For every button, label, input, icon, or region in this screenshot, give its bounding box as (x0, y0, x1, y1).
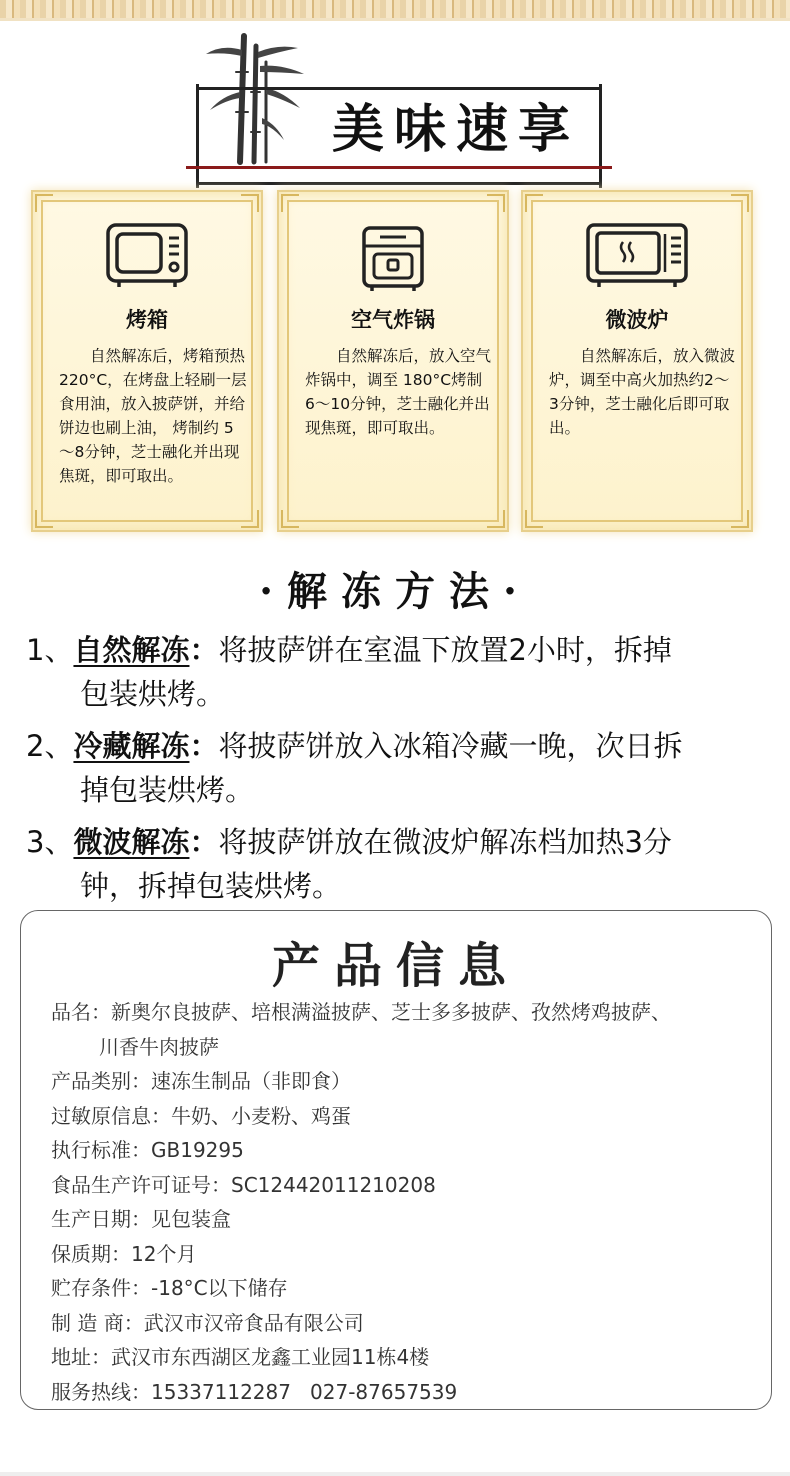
thaw-steps (26, 628, 766, 916)
method-card-oven (31, 190, 263, 532)
info-row-product-name: 品名：新奥尔良披萨、培根满溢披萨、芝士多多披萨、孜然烤鸡披萨、 川香牛肉披萨 (51, 1000, 671, 1059)
bottom-divider (0, 1472, 790, 1476)
title-banner (186, 32, 612, 172)
card-corner-ornament (731, 194, 749, 212)
card-corner-ornament (281, 194, 299, 212)
banner-title: 美味速享 (331, 98, 580, 160)
air-fryer-icon (360, 222, 426, 292)
info-row: 食品生产许可证号：SC12442011210208 (51, 1172, 436, 1197)
card-corner-ornament (731, 510, 749, 528)
method-text: 自然解冻后，放入空气炸锅中，调至 180°C烤制 6～10分钟，芝士融化并出现焦斑，即可取出。 (305, 347, 492, 437)
card-corner-ornament (241, 194, 259, 212)
info-row: 执行标准：GB19295 (51, 1138, 244, 1162)
card-corner-ornament (525, 194, 543, 212)
info-row: 贮存条件：-18°C以下储存 (51, 1276, 288, 1300)
product-info-list (51, 995, 751, 1409)
info-row: 服务热线：15337112287 027-87657539 (51, 1379, 458, 1404)
info-row: 制 造 商：武汉市汉帝食品有限公司 (51, 1310, 364, 1335)
thaw-heading: ·解冻方法· (259, 568, 531, 615)
thaw-step: 3、微波解冻：将披萨饼放在微波炉解冻档加热3分 钟，拆掉包装烘烤。 (26, 825, 672, 903)
title-underline (186, 166, 612, 169)
card-corner-ornament (35, 510, 53, 528)
oven-icon (105, 222, 189, 288)
method-text: 自然解冻后，烤箱预热 220°C，在烤盘上轻刷一层食用油，放入披萨饼，并给饼边也刷上油， 烤制约 5～8分钟，芝士融化并出现焦斑，即可取出。 (59, 347, 247, 485)
info-row: 生产日期：见包装盒 (51, 1207, 231, 1231)
card-corner-ornament (487, 510, 505, 528)
method-title: 微波炉 (605, 308, 669, 332)
thaw-step: 2、冷藏解冻：将披萨饼放入冰箱冷藏一晚，次日拆 掉包装烘烤。 (26, 729, 683, 807)
microwave-icon (585, 222, 689, 288)
product-info-title: 产品信息 (271, 938, 520, 994)
info-row: 地址：武汉市东西湖区龙鑫工业园11栋4楼 (51, 1345, 430, 1369)
method-title: 空气炸锅 (351, 308, 435, 332)
card-corner-ornament (241, 510, 259, 528)
method-card-microwave (521, 190, 753, 532)
thaw-step: 1、自然解冻：将披萨饼在室温下放置2小时，拆掉 包装烘烤。 (26, 633, 672, 711)
info-row: 产品类别：速冻生制品（非即食） (51, 1069, 351, 1093)
card-corner-ornament (281, 510, 299, 528)
card-corner-ornament (525, 510, 543, 528)
step-key: 微波解冻 (73, 825, 190, 859)
product-info-box (20, 910, 772, 1410)
info-row: 过敏原信息：牛奶、小麦粉、鸡蛋 (51, 1103, 351, 1128)
method-title: 烤箱 (126, 308, 168, 332)
card-corner-ornament (487, 194, 505, 212)
method-card-air-fryer (277, 190, 509, 532)
card-corner-ornament (35, 194, 53, 212)
method-text: 自然解冻后，放入微波炉，调至中高火加热约2～3分钟，芝士融化后即可取出。 (549, 347, 736, 437)
info-row: 保质期：12个月 (51, 1241, 197, 1266)
step-key: 冷藏解冻 (73, 729, 190, 763)
step-key: 自然解冻 (73, 633, 190, 667)
decorative-top-border (0, 0, 790, 18)
